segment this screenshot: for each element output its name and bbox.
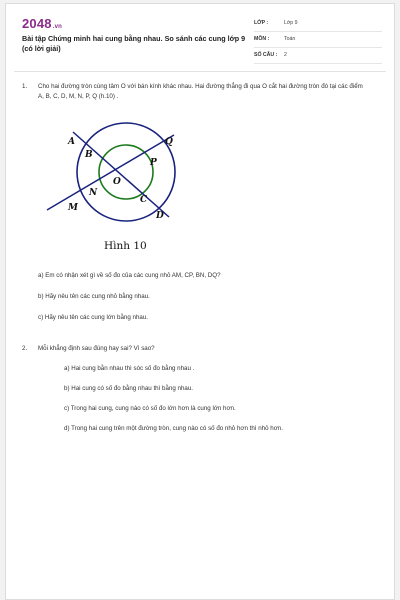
meta-row-subject [254,34,382,48]
label-a: A [68,137,75,147]
line-mq [47,135,174,210]
logo-text: 2048 [22,16,52,31]
meta-value: Lớp 9 [284,20,298,26]
question-number: 1. [22,83,28,90]
question-2 [22,344,372,356]
meta-row-class [254,18,382,32]
meta-info [254,18,382,66]
inner-circle [99,145,153,199]
question-2-item-a: a) Hai cung bằn nhau thì sóc số đo bằng nhau . [64,365,195,372]
meta-label: MÔN : [254,36,270,42]
question-2-item-d: d) Trong hai cung trên một đường tròn, cung nào có số đo nhỏ hơn thì nhỏ hơn. [64,425,283,432]
meta-row-question-count [254,50,382,64]
label-p: P [150,158,157,168]
question-text: Cho hai đường tròn cùng tâm O với bán kính khác nhau. Hai đường thẳng đi qua O cắt hai đường tròn đó tại các điểm A, B, C, D, M, N, P, Q (h.10) . [38,83,363,100]
page-title: Bài tập Chứng minh hai cung bằng nhau. So sánh các cung lớp 9 (có lời giải) [22,34,246,53]
figure-caption: Hình 10 [104,240,147,252]
meta-value: Toán [284,36,296,42]
document-header [6,4,394,66]
question-1 [22,82,372,106]
geometry-figure [44,117,189,227]
question-2-item-c: c) Trong hai cung, cung nào có số đo lớn hơn là cung lớn hơn. [64,405,236,412]
label-d: D [156,211,164,221]
header-divider [14,71,386,72]
label-c: C [140,195,148,205]
question-1-item-a: a) Em có nhận xét gì về số đo của các cung nhỏ AM, CP, BN, DQ? [38,272,221,279]
question-1-item-b: b) Hãy nêu tên các cung nhỏ bằng nhau. [38,293,150,300]
question-2-item-b: b) Hai cung có số đo bằng nhau thì bằng nhau. [64,385,194,392]
label-o: O [113,177,121,187]
label-n: N [89,188,98,198]
outer-circle [77,123,175,221]
meta-label: LỚP : [254,20,269,26]
label-m: M [68,203,78,213]
document-page [5,3,395,600]
question-text: Mỗi khẳng định sau đúng hay sai? Vì sao? [38,345,155,352]
logo-suffix: .vn [52,24,63,30]
meta-label: SỐ CÂU : [254,52,278,58]
meta-value: 2 [284,52,287,58]
question-number: 2. [22,345,28,352]
label-b: B [85,150,93,160]
question-1-item-c: c) Hãy nêu tên các cung lớn bằng nhau. [38,314,149,321]
site-logo[interactable] [22,16,62,31]
label-q: Q [165,137,173,147]
